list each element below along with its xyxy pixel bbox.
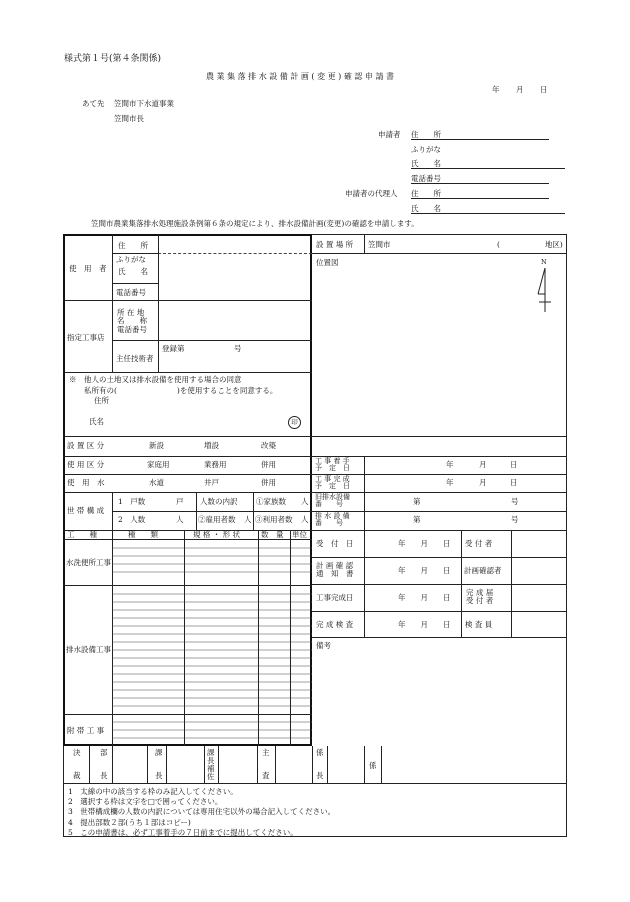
receiver-label: 受 付 者 [465, 539, 493, 548]
use-both[interactable]: 併用 [261, 460, 276, 469]
agent-label: 申請者の代理人 [345, 189, 398, 198]
recv-day[interactable]: 日 [443, 539, 451, 548]
comp-year[interactable]: 年 [398, 593, 406, 602]
approval-shu: 主 [262, 748, 270, 757]
hh-households: 1 戸数 [118, 497, 146, 506]
use-home[interactable]: 家庭用 [147, 460, 170, 469]
user-name-label: 氏 名 [118, 267, 148, 276]
notes [68, 787, 335, 838]
hh-breakdown: 人数の内訳 [200, 497, 238, 506]
north-label: N [541, 258, 547, 266]
approval-hosa-4: 佐 [207, 771, 215, 781]
site-label: 設 置 場 所 [316, 240, 354, 249]
category-new[interactable]: 新設 [149, 441, 164, 450]
consent-statement: 私所有の( )を使用することを同意する。 [84, 386, 278, 395]
works-header-unit: 単位 [292, 530, 307, 539]
insp-day[interactable]: 日 [443, 620, 451, 629]
recv-year[interactable]: 年 [398, 539, 406, 548]
old-no-go: 号 [511, 497, 519, 506]
approval-ka: 課 [155, 748, 163, 757]
works-header-kind: 種 類 [128, 530, 158, 539]
works-drainage: 排水設備工事 [66, 645, 111, 654]
insp-year[interactable]: 年 [398, 620, 406, 629]
finish-label-1: 工 事 完 成 [315, 475, 350, 483]
form-number: 様式第１号(第４条関係) [64, 54, 162, 64]
approval-kacho: 長 [155, 771, 163, 780]
site-district: ( 地区) [497, 240, 563, 249]
user-phone-label: 電話番号 [116, 288, 146, 297]
use-business[interactable]: 業務用 [204, 460, 227, 469]
water-well[interactable]: 井戸 [204, 478, 219, 487]
plan-notice-label-2: 通 知 書 [316, 569, 354, 579]
contractor-phone-label: 電話番号 [117, 324, 147, 334]
works-ancillary: 附 帯 工 事 [67, 726, 105, 735]
approval-hosa-1: 課 [207, 748, 215, 757]
hh-employees-unit: 人 [244, 515, 252, 524]
hh-family: ①家族数 [256, 497, 286, 506]
addressee-2: 笠間市長 [114, 114, 144, 123]
finish-month[interactable]: 月 [479, 478, 487, 487]
start-month[interactable]: 月 [479, 460, 487, 469]
hh-users: ③利用者数 [255, 515, 293, 524]
no-go: 号 [511, 515, 519, 524]
comp-day[interactable]: 日 [443, 593, 451, 602]
applicant-address: 住 所 [411, 130, 441, 139]
completion-date-label: 工事完成日 [316, 593, 354, 602]
registration-go: 号 [234, 344, 242, 353]
completion-receiver-label: 受 付 者 [466, 596, 494, 606]
note-5: 5 この申請書は、必ず工事着手の７日前までに提出してください。 [68, 827, 298, 837]
hh-users-unit: 人 [301, 515, 309, 524]
note-1: 1 太線の中の該当する枠のみ記入してください。 [68, 787, 238, 796]
user-address-label: 住 所 [118, 241, 148, 250]
map-label: 位置図 [316, 258, 339, 267]
old-no-label-1: 旧排水設備 [315, 493, 350, 501]
hh-employees: ②雇用者数 [198, 515, 236, 524]
approval-kakari: 係 [316, 748, 324, 757]
date-month[interactable]: 月 [516, 85, 524, 94]
finish-label-2: 予 定 日 [315, 482, 350, 490]
no-label-1: 排 水 設 備 [315, 512, 350, 520]
water-supply[interactable]: 水道 [149, 478, 164, 487]
plan-checker-label: 計画確認者 [464, 566, 502, 575]
start-label-1: 工 事 着 手 [315, 457, 350, 465]
old-no-label-2: 番 号 [315, 500, 343, 508]
plan-day[interactable]: 日 [443, 566, 451, 575]
site-city: 笠間市 [368, 240, 391, 249]
remarks-label: 備考 [316, 641, 331, 650]
date-day[interactable]: 日 [540, 85, 548, 94]
works-toilet: 水洗便所工事 [66, 558, 111, 567]
approval-hosa-2: 長 [207, 755, 215, 765]
hh-family-unit: 人 [301, 497, 309, 506]
approval-bucho: 長 [100, 771, 108, 780]
household-label: 世 帯 構 成 [67, 506, 105, 515]
note-3: 3 世帯構成欄の人数の内訳については専用住宅以外の場合記入してください。 [68, 807, 336, 817]
form-title: 農 業 集 落 排 水 設 備 計 画 ( 変 更 ) 確 認 申 請 書 [206, 72, 395, 81]
applicant-name: 氏 名 [411, 159, 441, 168]
consent-note: ※ 他人の土地又は排水設備を使用する場合の同意 [69, 375, 242, 384]
start-year[interactable]: 年 [446, 460, 454, 469]
start-day[interactable]: 日 [510, 460, 518, 469]
contractor-address-label: 所 在 地 [117, 308, 145, 317]
category-rebuild[interactable]: 改築 [261, 441, 276, 450]
hh-households-unit: 戸 [176, 497, 184, 506]
agent-name: 氏 名 [411, 204, 441, 213]
use-label: 使 用 区 分 [67, 460, 105, 469]
approval-bu: 部 [100, 748, 108, 757]
start-label-2: 予 定 日 [315, 464, 350, 472]
completion-report-label: 完 成 届 [466, 588, 494, 597]
category-expand[interactable]: 増設 [204, 441, 219, 450]
water-both[interactable]: 併用 [261, 478, 276, 487]
note-2: 2 選択する枠は文字を□で囲ってください。 [68, 797, 223, 807]
applicant-furigana: ふりがな [411, 145, 441, 154]
approval-sai: 裁 [73, 771, 81, 780]
approval-ketsu: 決 [73, 748, 81, 757]
approval-sa: 査 [262, 771, 270, 780]
applicant-phone: 電話番号 [411, 174, 441, 183]
hh-persons: 2 人数 [118, 515, 146, 524]
addressee-1: 笠間市下水道事業 [114, 99, 174, 108]
north-arrow-icon [535, 266, 555, 316]
inspection-label: 完 成 検 査 [316, 620, 354, 629]
old-no-dai: 第 [413, 497, 421, 506]
finish-year[interactable]: 年 [446, 478, 454, 487]
seal-mark: 印 [288, 416, 301, 429]
received-label: 受 付 日 [316, 539, 354, 548]
plan-notice-label-1: 計 画 確 認 [316, 561, 354, 570]
addressee-label: あて先 [82, 99, 105, 108]
no-dai: 第 [413, 515, 421, 524]
recv-month[interactable]: 月 [420, 539, 428, 548]
plan-year[interactable]: 年 [398, 566, 406, 575]
no-label-2: 番 号 [315, 519, 343, 527]
plan-month[interactable]: 月 [420, 566, 428, 575]
agent-address: 住 所 [411, 189, 441, 198]
category-label: 設 置 区 分 [67, 441, 105, 450]
registration-label: 登録第 [162, 344, 185, 353]
chief-engineer-label: 主任技術者 [116, 354, 154, 363]
finish-day[interactable]: 日 [510, 478, 518, 487]
works-header-spec: 規 格 ・ 形 状 [193, 530, 241, 539]
date-year[interactable]: 年 [492, 85, 500, 94]
user-label: 使 用 者 [69, 264, 107, 273]
approval-staff: 係 [369, 761, 377, 770]
note-4: 4 提出部数２部(うち１部はコピー) [68, 817, 191, 827]
user-furigana-label: ふりがな [116, 255, 146, 264]
contractor-label: 指定工事店 [67, 333, 105, 342]
water-label: 使 用 水 [67, 478, 105, 487]
works-header-qty: 数 量 [261, 530, 284, 539]
inspector-label: 検 査 員 [465, 620, 493, 629]
consent-name: 氏名 [89, 417, 104, 426]
insp-month[interactable]: 月 [420, 620, 428, 629]
works-header-type: 工 種 [67, 530, 97, 539]
applicant-label: 申請者 [378, 130, 401, 139]
comp-month[interactable]: 月 [420, 593, 428, 602]
approval-kakaricho: 長 [316, 771, 324, 780]
consent-address: 住所 [94, 396, 109, 405]
contractor-name-label: 名 称 [117, 316, 147, 326]
statement: 笠間市農業集落排水処理施設条例第６条の規定により、排水設備計画(変更)の確認を申請します。 [91, 219, 419, 228]
hh-persons-unit: 人 [176, 515, 184, 524]
approval-hosa-3: 補 [207, 763, 215, 773]
